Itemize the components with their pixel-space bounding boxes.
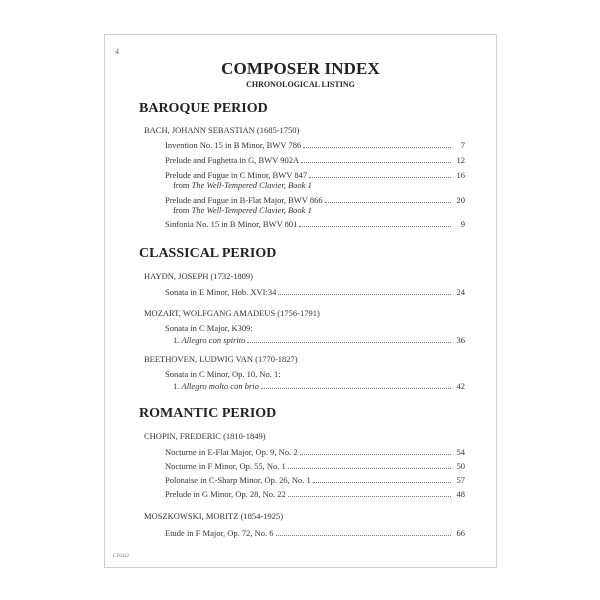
dot-leader [303, 147, 451, 148]
entry-title: Sonata in E Minor, Hob. XVI:34 [165, 287, 277, 297]
entry-title: Prelude and Fugue in C Minor, BWV 847 [165, 170, 308, 180]
work-title: Sonata in C Minor, Op. 10, No. 1: [165, 369, 281, 379]
entry-source [173, 205, 312, 215]
index-entry [165, 169, 465, 180]
movement-number: 1. [173, 381, 180, 391]
entry-page-number: 66 [456, 528, 465, 538]
entry-page-number: 9 [460, 219, 465, 229]
entry-source [173, 180, 312, 190]
entry-title: Invention No. 15 in B Minor, BWV 786 [165, 140, 302, 150]
entry-page-number: 16 [456, 170, 465, 180]
dot-leader [299, 226, 451, 227]
entry-title: Prelude in G Minor, Op. 28, No. 22 [165, 489, 286, 499]
entry-title: Sinfonia No. 15 in B Minor, BWV 801 [165, 219, 298, 229]
entry-title: Etude in F Major, Op. 72, No. 6 [165, 528, 274, 538]
index-entry [165, 474, 465, 485]
entry-page-number: 24 [456, 287, 465, 297]
movement-number: 1. [173, 335, 180, 345]
composer-chopin: CHOPIN, FREDERIC (1810-1849) [144, 431, 266, 441]
index-entry [165, 446, 465, 457]
index-entry [173, 380, 465, 391]
entry-page-number: 50 [456, 461, 465, 471]
source-prefix: from [173, 180, 190, 190]
composer-bach: BACH, JOHANN SEBASTIAN (1685-1750) [144, 125, 300, 135]
entry-title: Nocturne in E-Flat Major, Op. 9, No. 2 [165, 447, 298, 457]
work-title: Sonata in C Major, K309: [165, 323, 253, 333]
entry-title: Prelude and Fugue in B-Flat Major, BWV 866 [165, 195, 323, 205]
index-entry [165, 154, 465, 165]
composer-beethoven: BEETHOVEN, LUDWIG VAN (1770-1827) [144, 354, 298, 364]
entry-page-number: 36 [456, 335, 465, 345]
page-title: COMPOSER INDEX [221, 59, 380, 78]
movement-title [173, 335, 247, 345]
index-entry [165, 218, 465, 229]
movement-title [173, 381, 261, 391]
entry-page-number: 48 [456, 489, 465, 499]
movement-name: Allegro con spirito [181, 335, 246, 345]
dot-leader [309, 177, 451, 178]
source-work: The Well-Tempered Clavier, Book 1 [191, 205, 312, 215]
page-number: 4 [115, 47, 119, 56]
dot-leader [313, 482, 451, 483]
period-heading-baroque: BAROQUE PERIOD [139, 101, 268, 116]
dot-leader [325, 202, 451, 203]
entry-title: Prelude and Fughetta in G, BWV 902A [165, 155, 300, 165]
index-entry [165, 488, 465, 499]
dot-leader [247, 342, 451, 343]
index-entry [173, 334, 465, 345]
dot-leader [276, 535, 452, 536]
period-heading-classical: CLASSICAL PERIOD [139, 246, 277, 261]
dot-leader [288, 496, 451, 497]
composer-moszkowski: MOSZKOWSKI, MORITZ (1854-1925) [144, 511, 284, 521]
source-prefix: from [173, 205, 190, 215]
dot-leader [278, 294, 451, 295]
dot-leader [261, 388, 451, 389]
entry-title: Nocturne in F Minor, Op. 55, No. 1 [165, 461, 286, 471]
composer-mozart: MOZART, WOLFGANG AMADEUS (1756-1791) [144, 308, 320, 318]
dot-leader [301, 162, 451, 163]
page-subtitle: CHRONOLOGICAL LISTING [246, 80, 355, 89]
entry-page-number: 54 [456, 447, 465, 457]
dot-leader [300, 454, 451, 455]
index-entry [165, 286, 465, 297]
entry-page-number: 20 [456, 195, 465, 205]
index-page [104, 34, 497, 568]
footer-code: CF0442 [113, 554, 130, 559]
period-heading-romantic: ROMANTIC PERIOD [139, 406, 277, 421]
composer-haydn: HAYDN, JOSEPH (1732-1809) [144, 271, 254, 281]
source-work: The Well-Tempered Clavier, Book 1 [191, 180, 312, 190]
entry-page-number: 42 [456, 381, 465, 391]
index-entry [165, 194, 465, 205]
entry-page-number: 12 [456, 155, 465, 165]
entry-title: Polonaise in C-Sharp Minor, Op. 26, No. 1 [165, 475, 311, 485]
movement-name: Allegro molto con brio [181, 381, 259, 391]
index-entry [165, 139, 465, 150]
index-entry [165, 460, 465, 471]
index-entry [165, 527, 465, 538]
entry-page-number: 7 [460, 140, 465, 150]
dot-leader [288, 468, 451, 469]
entry-page-number: 57 [456, 475, 465, 485]
